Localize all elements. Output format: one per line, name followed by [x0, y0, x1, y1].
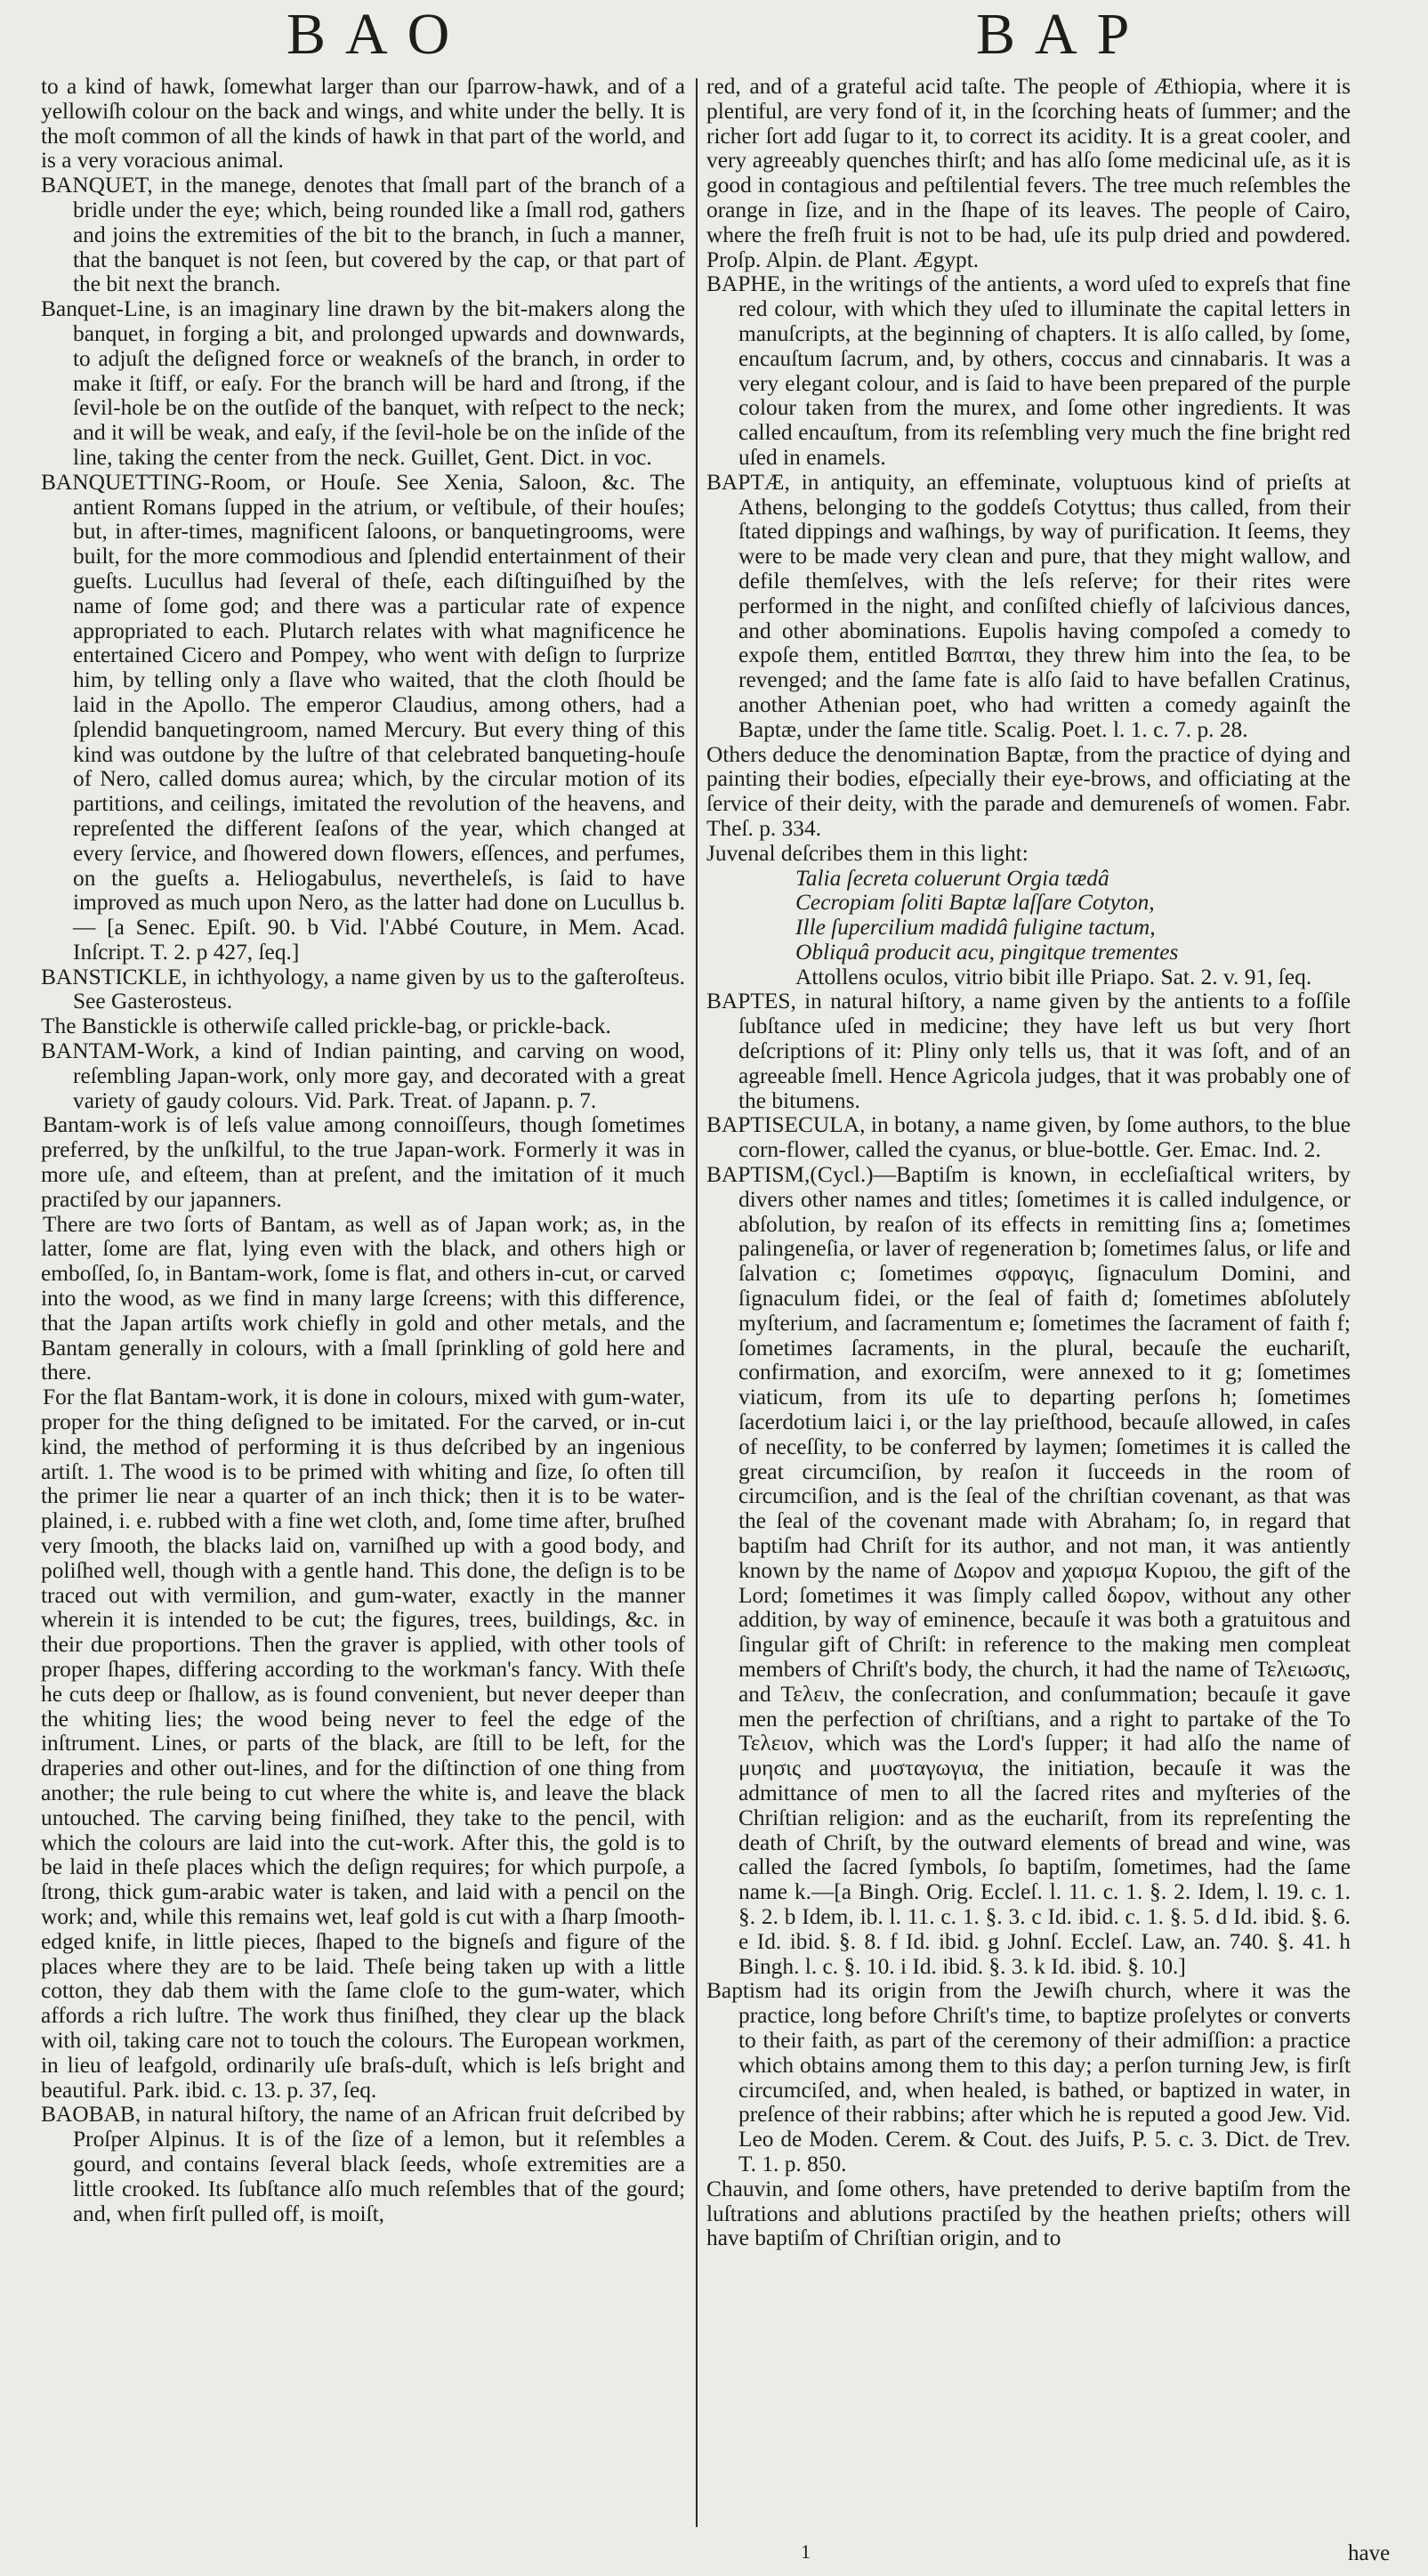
dictionary-entry: BAPTES, in natural hiſtory, a name given by the antients to a foſſile ſubſtance uſed in medicine; they have left us but very ſhort deſcriptions of it: Pliny only tells us, that it was ſoft, and of an agreeable ſmell. Hence Agricola judges, that it was probably one of the bitumens. — [706, 989, 1351, 1113]
dictionary-entry: BANSTICKLE, in ichthyology, a name given by us to the gaſteroſteus. See Gasterosteus. — [41, 964, 685, 1014]
dictionary-entry: BANQUET, in the manege, denotes that ſmall part of the branch of a bridle under the eye; which, being rounded like a ſmall rod, gathers and joins the extremities of the bit to the branch, in ſuch a manner, that the banquet is not ſeen, but covered by the cap, or that part of the bit next the branch. — [41, 173, 685, 297]
right-column — [706, 75, 1351, 2251]
paragraph: Chauvin, and ſome others, have pretended to derive baptiſm from the luſtrations and ablutions practiſed by the heathen prieſts; others will have baptiſm of Chriſtian origin, and to — [706, 2176, 1351, 2251]
running-head-right: BAP — [976, 2, 1150, 67]
dictionary-entry: BANTAM-Work, a kind of Indian painting, and carving on wood, reſembling Japan-work, only more gay, and decorated with a great variety of gaudy colours. Vid. Park. Treat. of Japann. p. 7. — [41, 1038, 685, 1113]
paragraph: to a kind of hawk, ſomewhat larger than our ſparrow-hawk, and of a yellowiſh colour on the back and wings, and white under the belly. It is the moſt common of all the kinds of hawk in that part of the world, and is a very voracious animal. — [41, 74, 685, 174]
catchword: have — [1348, 2541, 1391, 2565]
column-divider — [696, 78, 698, 2527]
dictionary-entry: BAPTISECULA, in botany, a name given, by ſome authors, to the blue corn-flower, called the cyanus, or blue-bottle. Ger. Emac. Ind. 2. — [706, 1112, 1351, 1163]
verse-line: Talia ſecreta coluerunt Orgia tædâ — [795, 865, 1109, 891]
page-number: 1 — [801, 2540, 811, 2563]
running-head-left: BAO — [286, 2, 470, 67]
dictionary-entry: Baptism had its origin from the Jewiſh church, where it was the practice, long before Chriſt's time, to baptize proſelytes or converts to their faith, as part of the ceremony of their admiſſion: a practice which obtains among them to this day; a perſon turning Jew, is firſt circumciſed, and, when healed, is bathed, or baptized in water, in preſence of their rabbins; after which he is reputed a good Jew. Vid. Leo de Moden. Cerem. & Cout. des Juifs, P. 5. c. 3. Dict. de Trev. T. 1. p. 850. — [706, 1978, 1351, 2176]
verse-line: Attollens oculos, vitrio bibit ille Priapo. Sat. 2. v. 91, ſeq. — [795, 964, 1312, 989]
paragraph: For the flat Bantam-work, it is done in colours, mixed with gum-water, proper for the thing deſigned to be imitated. For the carved, or in-cut kind, the method of performing it is thus deſcribed by an ingenious artiſt. 1. The wood is to be primed with whiting and ſize, ſo often till the primer lie near a quarter of an inch thick; then it is to be water-plained, i. e. rubbed with a fine wet cloth, and, ſome time after, bruſhed very ſmooth, the blacks laid on, varniſhed up with a good body, and poliſhed well, though with a gentle hand. This done, the deſign is to be traced out with vermilion, and gum-water, exactly in the manner wherein it is intended to be cut; the figures, trees, buildings, &c. in their due proportions. Then the graver is applied, with other tools of proper ſhapes, differing according to the workman's fancy. With theſe he cuts deep or ſhallow, as is found convenient, but never deeper than the whiting lies; the wood being never to feel the edge of the inſtrument. Lines, or parts of the black, are ſtill to be left, for the draperies and other out-lines, and for the diſtinction of one thing from another; the rule being to cut where the white is, and leave the black untouched. The carving being finiſhed, they take to the pencil, with which the colours are laid into the cut-work. After this, the gold is to be laid in theſe places which the deſign requires; for which purpoſe, a ſtrong, thick gum-arabic water is taken, and laid with a pencil on the work; and, while this remains wet, leaf gold is cut with a ſharp ſmooth-edged knife, in little pieces, ſhaped to the bigneſs and figure of the places where they are to be laid. Theſe being taken up with a little cotton, they dab them with the ſame cloſe to the gum-water, which affords a rich luſtre. The work thus finiſhed, they clear up the black with oil, taking care not to touch the colours. The European workmen, in lieu of leafgold, ordinarily uſe braſs-duſt, which is leſs bright and beautiful. Park. ibid. c. 13. p. 37, ſeq. — [41, 1385, 685, 2103]
dictionary-entry: BANQUETTING-Room, or Houſe. See Xenia, Saloon, &c. The antient Romans ſupped in the atrium, or veſtibule, of their houſes; but, in after-times, magnificent ſaloons, or banquetingrooms, were built, for the more commodious and ſplendid entertainment of their gueſts. Lucullus had ſeveral of theſe, each diſtinguiſhed by the name of ſome god; and there was a particular rate of expence appropriated to each. Plutarch relates with what magnificence he entertained Cicero and Pompey, who went with deſign to ſurprize him, by telling only a ſlave who waited, that the cloth ſhould be laid in the Apollo. The emperor Claudius, among others, had a ſplendid banquetingroom, named Mercury. But every thing of this kind was outdone by the luſtre of that celebrated banqueting-houſe of Nero, called domus aurea; which, by the circular motion of its partitions, and ceilings, imitated the revolution of the heavens, and repreſented the different ſeaſons of the year, which changed at every ſervice, and ſhowered down flowers, eſſences, and perfumes, on the gueſts a. Heliogabulus, nevertheleſs, is ſaid to have improved as much upon Nero, as the latter had done on Lucullus b. — [a Senec. Epiſt. 90. b Vid. l'Abbé Couture, in Mem. Acad. Inſcript. T. 2. p 427, ſeq.] — [41, 469, 685, 965]
dictionary-entry: Banquet-Line, is an imaginary line drawn by the bit-makers along the banquet, in forging a bit, and prolonged upwards and downwards, to adjuſt the deſigned force or weakneſs of the branch, in order to make it ſtiff, or eaſy. For the branch will be hard and ſtrong, if the ſevil-hole be on the outſide of the banquet, with reſpect to the neck; and it will be weak, and eaſy, if the ſevil-hole be on the inſide of the line, taking the center from the neck. Guillet, Gent. Dict. in voc. — [41, 296, 685, 470]
verse-line: Obliquâ producit acu, pingitque trementes — [795, 939, 1179, 965]
verse-line: Ille ſupercilium madidâ fuligine tactum, — [795, 915, 1156, 941]
paragraph: Juvenal deſcribes them in this light: — [706, 840, 1029, 866]
paragraph: Others deduce the denomination Baptæ, from the practice of dying and painting their bodies, eſpecially their eye-brows, and officiating at the ſervice of their deity, with the parade and demureneſs of women. Fabr. Theſ. p. 334. — [706, 741, 1351, 841]
dictionary-entry: BAPTÆ, in antiquity, an effeminate, voluptuous kind of prieſts at Athens, belonging to the goddeſs Cotyttus; thus called, from their ſtated dippings and waſhings, by way of purification. It ſeems, they were to be made very clean and pure, that they might wallow, and defile themſelves, with the leſs reſerve; for their rites were performed in the night, and conſiſted chiefly of laſcivious dances, and other abominations. Eupolis having compoſed a comedy to expoſe them, entitled Βαπται, they threw him into the ſea, to be revenged; and the ſame fate is alſo ſaid to have befallen Cratinus, another Athenian poet, who had written a comedy againſt the Baptæ, under the ſame title. Scalig. Poet. l. 1. c. 7. p. 28. — [706, 469, 1351, 742]
paragraph: There are two ſorts of Bantam, as well as of Japan work; as, in the latter, ſome are flat, lying even with the black, and others high or emboſſed, ſo, in Bantam-work, ſome is flat, and others in-cut, or carved into the wood, as we find in many large ſcreens; with this difference, that the Japan artiſts work chiefly in gold and other metals, and the Bantam generally in colours, with a ſmall ſprinkling of gold here and there. — [41, 1211, 685, 1385]
verse-line: Cecropiam ſoliti Baptæ laſſare Cotyton, — [795, 890, 1155, 916]
paragraph: The Banstickle is otherwiſe called prickle-bag, or prickle-back. — [41, 1013, 611, 1039]
left-column — [41, 75, 685, 2226]
paragraph: red, and of a grateful acid taſte. The people of Æthiopia, where it is plentiful, are very fond of it, in the ſcorching heats of ſummer; and the richer ſort add ſugar to it, to correct its acidity. It is a great cooler, and very agreeably quenches thirſt; and has alſo ſome medicinal uſe, as it is good in contagious and peſtilential fevers. The tree much reſembles the orange in ſize, and in the ſhape of its leaves. The people of Cairo, where the freſh fruit is not to be had, uſe its pulp dried and powdered. Proſp. Alpin. de Plant. Ægypt. — [706, 74, 1351, 272]
dictionary-entry: BAOBAB, in natural hiſtory, the name of an African fruit deſcribed by Proſper Alpinus. It is of the ſize of a lemon, but it reſembles a gourd, and contains ſeveral black ſeeds, whoſe extremities are a little crooked. Its ſubſtance alſo much reſembles that of the gourd; and, when firſt pulled off, is moiſt, — [41, 2102, 685, 2226]
dictionary-entry: BAPTISM,(Cycl.)—Baptiſm is known, in eccleſiaſtical writers, by divers other names and titles; ſometimes it is called indulgence, or abſolution, by reaſon of its effects in remitting ſins a; ſometimes palingeneſia, or laver of regeneration b; ſometimes ſalus, or life and ſalvation c; ſometimes σφραγις, ſignaculum Domini, and ſignaculum fidei, or the ſeal of faith d; ſometimes abſolutely myſterium, and ſacramentum e; ſometimes the ſacrament of faith f; ſometimes ſacraments, in the plural, becauſe the euchariſt, confirmation, and exorciſm, were annexed to it g; ſometimes viaticum, from its uſe to departing perſons h; ſometimes ſacerdotium laici i, or the lay prieſthood, becauſe allowed, in caſes of neceſſity, to be conferred by laymen; ſometimes it is called the great circumciſion, by reaſon it ſucceeds in the room of circumciſion, and is the ſeal of the chriſtian covenant, as that was the ſeal of the covenant made with Abraham; ſo, in regard that baptiſm had Chriſt for its author, and not man, it was antiently known by the name of Δωρον and χαρισμα Κυριου, the gift of the Lord; ſometimes it was ſimply called δωρον, without any other addition, by way of eminence, becauſe it was both a gratuitous and ſingular gift of Chriſt: in reference to the making men compleat members of Chriſt's body, the church, it had the name of Τελειωσις, and Τελειν, the conſecration, and conſummation; becauſe it gave men the perfection of chriſtians, and a right to partake of the Το Τελειον, which was the Lord's ſupper; it had alſo the name of μυησις and μυσταγωγια, the initiation, becauſe it was the admittance of men to all the ſacred rites and myſteries of the Chriſtian religion: and as the euchariſt, from its repreſenting the death of Chriſt, by the outward elements of bread and wine, was called the ſacred ſymbols, ſo baptiſm, ſometimes, had the ſame name k.—[a Bingh. Orig. Eccleſ. l. 11. c. 1. §. 2. Idem, l. 19. c. 1. §. 2. b Idem, ib. l. 11. c. 1. §. 3. c Id. ibid. c. 1. §. 5. d Id. ibid. §. 6. e Id. ibid. §. 8. f Id. ibid. g Johnſ. Eccleſ. Law, an. 740. §. 41. h Bingh. l. c. §. 10. i Id. ibid. §. 3. k Id. ibid. §. 10.] — [706, 1162, 1351, 1979]
dictionary-entry: BAPHE, in the writings of the antients, a word uſed to expreſs that fine red colour, with which they uſed to illuminate the capital letters in manuſcripts, at the beginning of chapters. It is alſo called, by ſome, encauſtum ſacrum, and, by others, coccus and cinnabaris. It was a very elegant colour, and is ſaid to have been prepared of the purple colour taken from the murex, and ſome other ingredients. It was called encauſtum, from its reſembling very much the fine bright red uſed in enamels. — [706, 271, 1351, 470]
paragraph: Bantam-work is of leſs value among connoiſſeurs, though ſometimes preferred, by the unſkilful, to the true Japan-work. Formerly it was in more uſe, and eſteem, than at preſent, and the imitation of it much practiſed by our japanners. — [41, 1112, 685, 1212]
